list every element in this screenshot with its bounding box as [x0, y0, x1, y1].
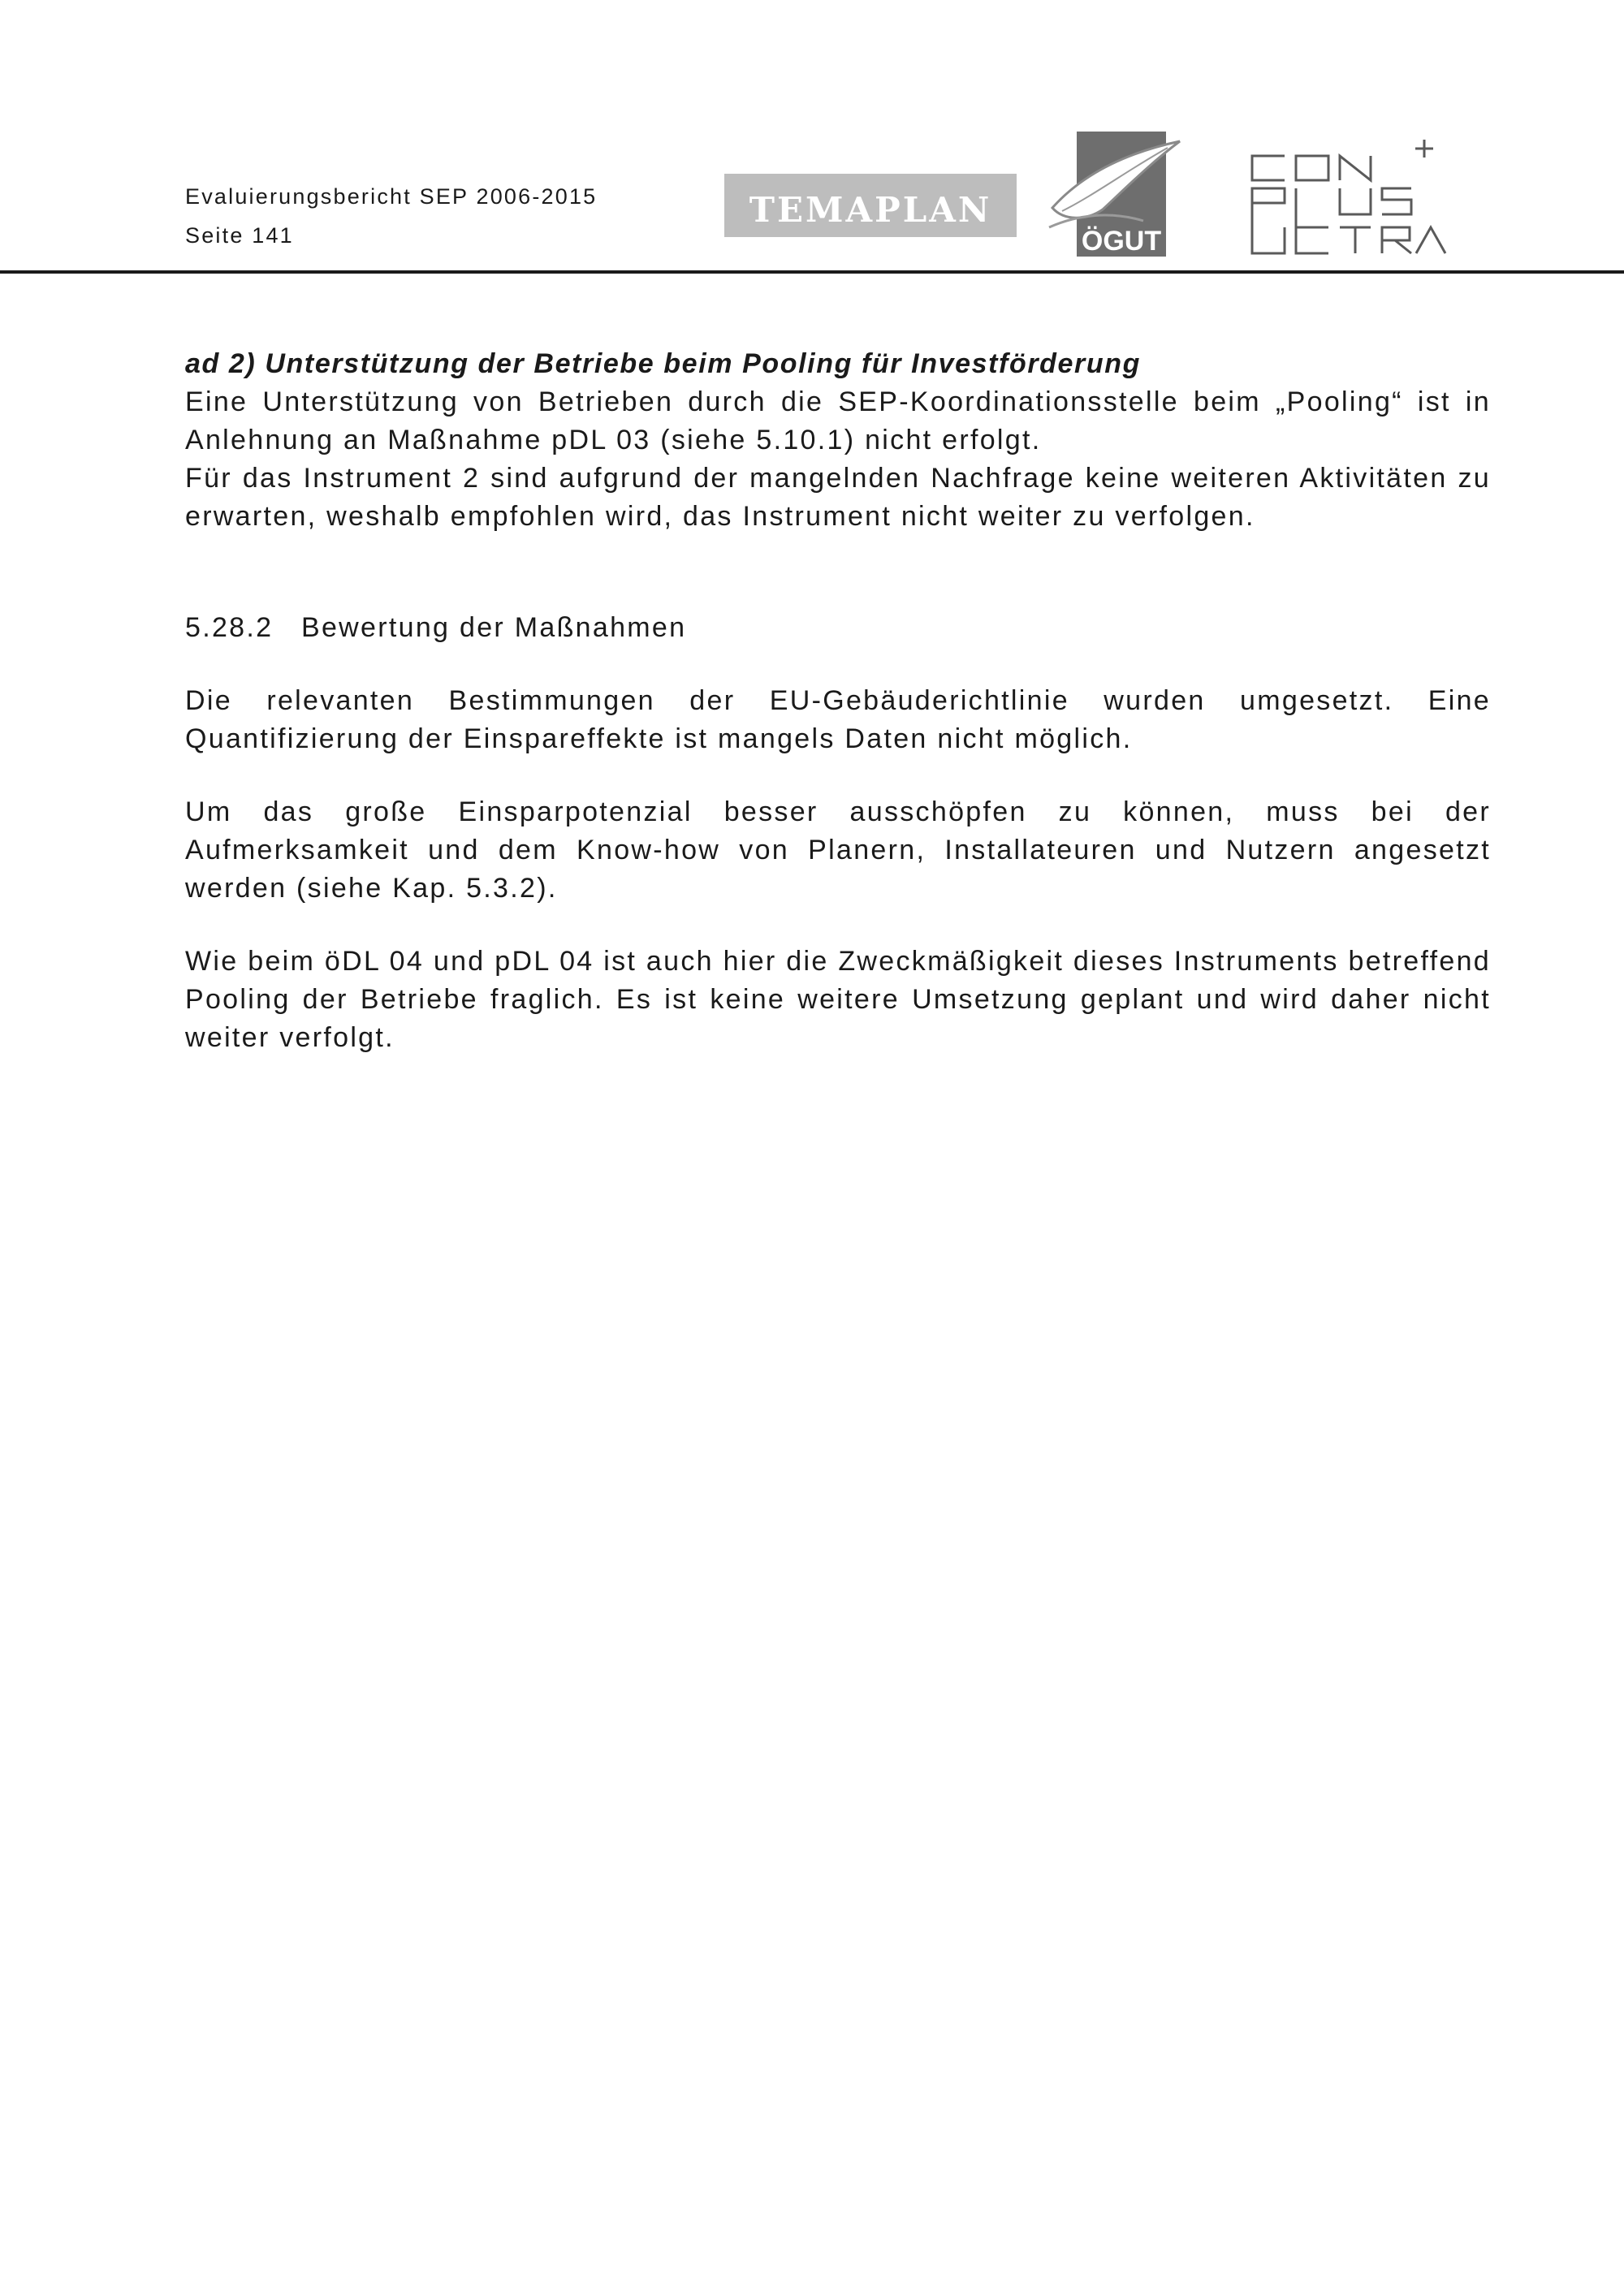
paragraph-instrument-2: Für das Instrument 2 sind aufgrund der mangelnden Nachfrage keine weiteren Aktivitäten zu erwarten, weshalb empfohlen wird, das Instrument nicht weiter zu verfolgen.	[185, 463, 1491, 532]
report-title: Evaluierungsbericht SEP 2006-2015	[185, 184, 598, 209]
section-title: Bewertung der Maßnahmen	[301, 612, 687, 643]
ogut-logo	[1046, 130, 1184, 260]
spacer	[185, 536, 1491, 609]
logo-letter-t	[1340, 227, 1371, 253]
logo-letter-l	[1296, 188, 1328, 227]
page-number: Seite 141	[185, 223, 294, 248]
paragraph-pooling-support: Eine Unterstützung von Betrieben durch die SEP-Koordinationsstelle beim „Pooling“ ist in Anlehnung an Maßnahme pDL 03 (siehe 5.10.1) nicht erfolgt.	[185, 386, 1491, 455]
subsection-heading: ad 2) Unterstützung der Betriebe beim Pooling für Investförderung	[185, 348, 1141, 379]
logo-letter-c	[1252, 156, 1285, 180]
spacer	[185, 908, 1491, 943]
ogut-logo-text: ÖGUT	[1081, 226, 1162, 257]
paragraph-pooling-conclusion: Wie beim öDL 04 und pDL 04 ist auch hier die Zweckmäßigkeit dieses Instruments betreffend Pooling der Betriebe fraglich. Es ist keine weitere Umsetzung geplant und wird daher nicht weiter verfolgt.	[185, 946, 1491, 1053]
paragraph-eu-directive: Die relevanten Bestimmungen der EU-Gebäuderichtlinie wurden umgesetzt. Eine Quantifizierung der Einspareffekte ist mangels Daten nicht möglich.	[185, 685, 1491, 754]
temaplan-logo: TEMAPLAN	[724, 174, 1017, 237]
logo-letter-s	[1382, 188, 1411, 214]
logo-letter-a	[1416, 227, 1445, 253]
paragraph-saving-potential: Um das große Einsparpotenzial besser ausschöpfen zu können, muss bei der Aufmerksamkeit und dem Know-how von Planern, Installateuren und Nutzern angesetzt werden (siehe Kap. 5.3.2).	[185, 796, 1491, 904]
section-heading	[185, 609, 1491, 647]
page-header	[0, 0, 1624, 274]
section-number: 5.28.2	[185, 612, 274, 643]
logo-letter-r	[1382, 227, 1411, 253]
logo-letter-u	[1340, 188, 1371, 214]
logo-letter-p	[1252, 188, 1285, 227]
logo-letter-u2	[1252, 227, 1285, 253]
logo-letter-o	[1296, 156, 1328, 180]
header-divider	[0, 270, 1624, 274]
page-body	[185, 345, 1491, 1057]
spacer	[185, 647, 1491, 682]
spacer	[185, 758, 1491, 793]
logo-letter-n	[1340, 156, 1371, 180]
header-meta	[185, 177, 597, 255]
plus-icon	[1415, 140, 1433, 158]
con-plus-ultra-logo	[1249, 133, 1452, 261]
logo-letter-l2	[1296, 227, 1328, 253]
